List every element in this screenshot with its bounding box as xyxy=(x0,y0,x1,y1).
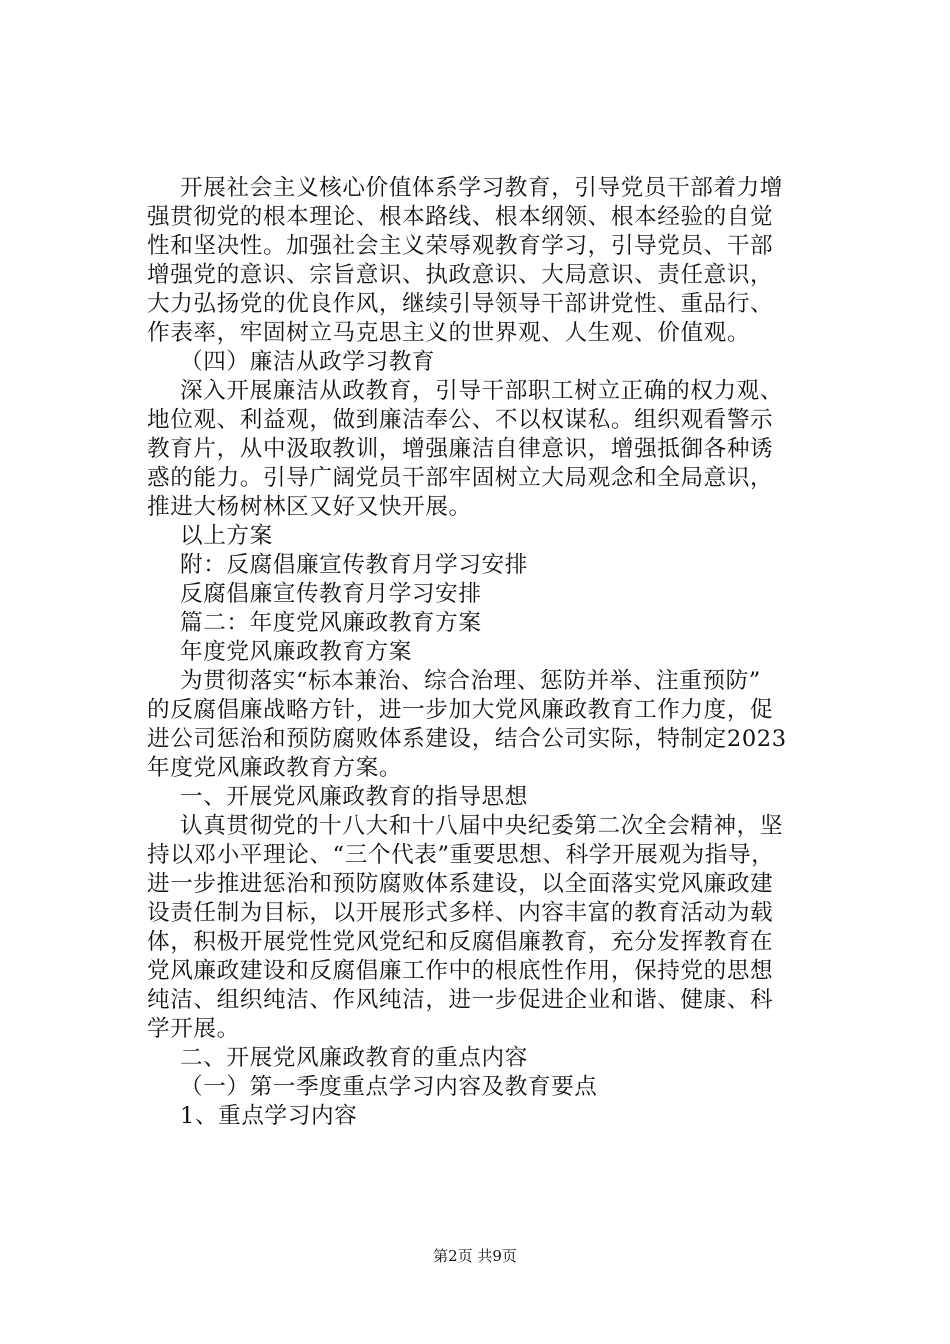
text-line: 惑的能力。引导广阔党员干部牢固树立大局观念和全局意识， xyxy=(147,465,774,491)
text-line: 以上方案 xyxy=(180,523,273,549)
text-line: 一、开展党风廉政教育的指导思想 xyxy=(180,784,528,810)
text-line: 增强党的意识、宗旨意识、执政意识、大局意识、责任意识， xyxy=(147,262,774,288)
text-line: 地位观、利益观，做到廉洁奉公、不以权谋私。组织观看警示 xyxy=(147,407,774,433)
text-line: 设责任制为目标，以开展形式多样、内容丰富的教育活动为载 xyxy=(147,900,774,926)
text-line: 进一步推进惩治和预防腐败体系建设，以全面落实党风廉政建 xyxy=(147,871,774,897)
text-line: 纯洁、组织纯洁、作风纯洁，进一步促进企业和谐、健康、科 xyxy=(147,987,774,1013)
text-line: 的反腐倡廉战略方针，进一步加大党风廉政教育工作力度，促 xyxy=(147,697,774,723)
text-line: 二、开展党风廉政教育的重点内容 xyxy=(180,1045,528,1071)
text-line: （一）第一季度重点学习内容及教育要点 xyxy=(180,1074,598,1100)
text-line: 党风廉政建设和反腐倡廉工作中的根底性作用，保持党的思想 xyxy=(147,958,774,984)
text-line: 篇二：年度党风廉政教育方案 xyxy=(180,610,482,636)
text-line: （四）廉洁从政学习教育 xyxy=(180,349,436,375)
text-line: 认真贯彻党的十八大和十八届中央纪委第二次全会精神，坚 xyxy=(180,813,784,839)
text-line: 大力弘扬党的优良作风，继续引导领导干部讲党性、重品行、 xyxy=(147,291,774,317)
text-line: 年度党风廉政教育方案。 xyxy=(147,755,403,781)
page-total: 共9页 xyxy=(477,1247,517,1265)
text-line: 深入开展廉洁从政教育，引导干部职工树立正确的权力观、 xyxy=(180,378,784,404)
text-line: 为贯彻落实“标本兼治、综合治理、惩防并举、注重预防” xyxy=(180,668,761,694)
text-line: 持以邓小平理论、“三个代表”重要思想、科学开展观为指导， xyxy=(147,842,775,868)
text-line: 附：反腐倡廉宣传教育月学习安排 xyxy=(180,552,528,578)
page-footer xyxy=(0,1246,950,1266)
text-line: 1、重点学习内容 xyxy=(180,1103,358,1129)
text-line: 开展社会主义核心价值体系学习教育，引导党员干部着力增 xyxy=(180,175,784,201)
text-line: 作表率，牢固树立马克思主义的世界观、人生观、价值观。 xyxy=(147,320,751,346)
text-line: 体，积极开展党性党风党纪和反腐倡廉教育，充分发挥教育在 xyxy=(147,929,774,955)
document-body xyxy=(147,174,837,1131)
page-number: 第2页 xyxy=(433,1247,473,1265)
text-line: 进公司惩治和预防腐败体系建设，结合公司实际，特制定2023 xyxy=(147,726,787,752)
text-line: 教育片，从中汲取教训，增强廉洁自律意识，增强抵御各种诱 xyxy=(147,436,774,462)
text-line: 学开展。 xyxy=(147,1016,240,1042)
text-line: 推进大杨树林区又好又快开展。 xyxy=(147,494,472,520)
text-line: 性和坚决性。加强社会主义荣辱观教育学习，引导党员、干部 xyxy=(147,233,774,259)
text-line: 强贯彻党的根本理论、根本路线、根本纲领、根本经验的自觉 xyxy=(147,204,774,230)
text-line: 反腐倡廉宣传教育月学习安排 xyxy=(180,581,482,607)
text-line: 年度党风廉政教育方案 xyxy=(180,639,412,665)
